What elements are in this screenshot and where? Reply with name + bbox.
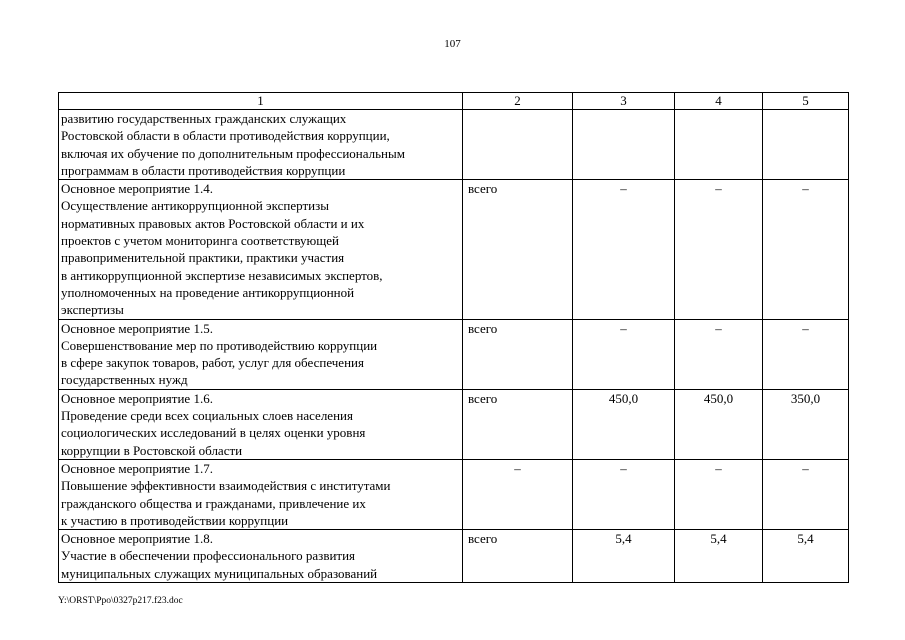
header-cell-1: 1 (59, 93, 463, 110)
row-col3 (573, 110, 675, 180)
row-col2: – (463, 459, 573, 529)
row-col4: 5,4 (675, 530, 763, 583)
table-row (59, 459, 849, 529)
row-col3: 5,4 (573, 530, 675, 583)
header-cell-4: 4 (675, 93, 763, 110)
row-col5: – (763, 459, 849, 529)
program-table (58, 92, 849, 583)
row-col4: – (675, 319, 763, 389)
row-col5: 5,4 (763, 530, 849, 583)
row-col5: – (763, 319, 849, 389)
document-path-footer: Y:\ORST\Ppo\0327p217.f23.doc (58, 596, 183, 606)
row-col5: 350,0 (763, 389, 849, 459)
header-cell-2: 2 (463, 93, 573, 110)
header-row (59, 93, 849, 110)
row-description: Основное мероприятие 1.4. Осуществление антикоррупционной экспертизы нормативных правовых актов Ростовской области и их проектов с учетом мониторинга соответствующей правоприменительной практики, практики участия в антикоррупционной экспертизе независимых экспертов, уполномоченных на проведение антикоррупционной экспертизы (59, 180, 463, 319)
row-description: развитию государственных гражданских служащих Ростовской области в области противодействия коррупции, включая их обучение по дополнительным профессиональным программам в области противодействия коррупции (59, 110, 463, 180)
row-col3: 450,0 (573, 389, 675, 459)
row-col2: всего (463, 389, 573, 459)
table-row (59, 110, 849, 180)
row-col2: всего (463, 530, 573, 583)
row-col4: – (675, 180, 763, 319)
page-number: 107 (444, 38, 461, 50)
table-row (59, 530, 849, 583)
row-col2: всего (463, 180, 573, 319)
row-col4: – (675, 459, 763, 529)
table-row (59, 319, 849, 389)
header-cell-3: 3 (573, 93, 675, 110)
row-col5 (763, 110, 849, 180)
row-description: Основное мероприятие 1.5. Совершенствование мер по противодействию коррупции в сфере закупок товаров, работ, услуг для обеспечения государственных нужд (59, 319, 463, 389)
row-col2 (463, 110, 573, 180)
table-row (59, 180, 849, 319)
table-row (59, 389, 849, 459)
row-col4: 450,0 (675, 389, 763, 459)
row-description: Основное мероприятие 1.6. Проведение среди всех социальных слоев населения социологических исследований в целях оценки уровня коррупции в Ростовской области (59, 389, 463, 459)
row-col3: – (573, 459, 675, 529)
header-cell-5: 5 (763, 93, 849, 110)
row-col4 (675, 110, 763, 180)
row-description: Основное мероприятие 1.8. Участие в обеспечении профессионального развития муниципальных служащих муниципальных образований (59, 530, 463, 583)
row-col2: всего (463, 319, 573, 389)
row-col3: – (573, 319, 675, 389)
row-col3: – (573, 180, 675, 319)
row-description: Основное мероприятие 1.7. Повышение эффективности взаимодействия с институтами гражданского общества и гражданами, привлечение их к участию в противодействии коррупции (59, 459, 463, 529)
row-col5: – (763, 180, 849, 319)
